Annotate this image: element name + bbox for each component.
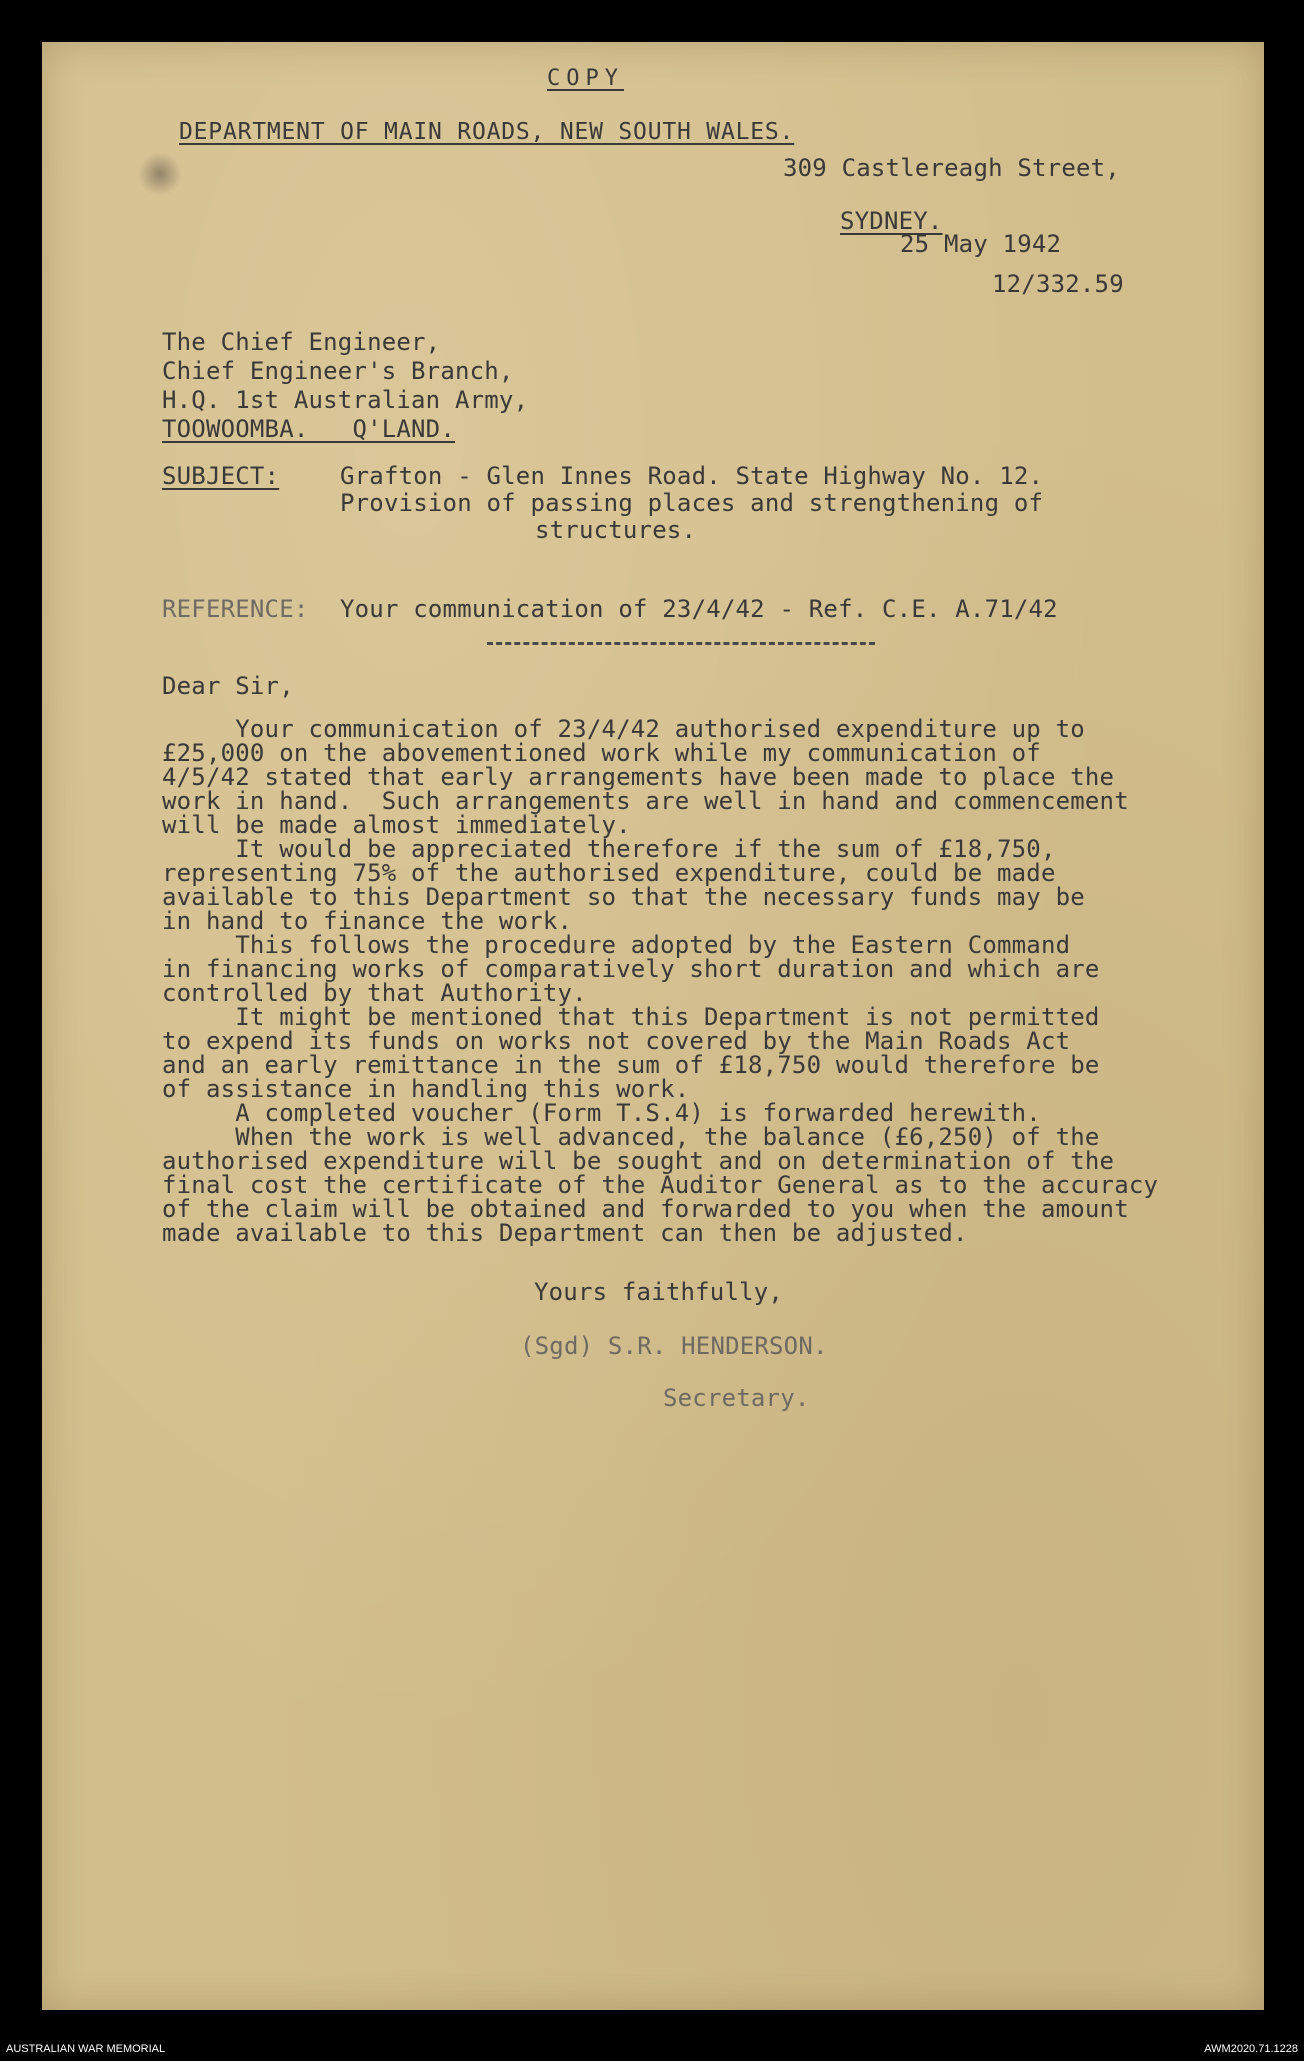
- letter-date: 25 May 1942: [900, 230, 1062, 258]
- body-line: final cost the certificate of the Auditor General as to the accuracy: [162, 1171, 1159, 1199]
- recipient-line: H.Q. 1st Australian Army,: [162, 386, 529, 414]
- subject-line: structures.: [535, 516, 697, 544]
- recipient-line: The Chief Engineer,: [162, 328, 441, 356]
- department-heading: DEPARTMENT OF MAIN ROADS, NEW SOUTH WALES.: [179, 119, 795, 145]
- body-line: It would be appreciated therefore if the sum of £18,750,: [162, 835, 1056, 863]
- body-line: in financing works of comparatively short duration and which are: [162, 955, 1100, 983]
- body-line: It might be mentioned that this Department is not permitted: [162, 1003, 1100, 1031]
- paper-damage-mark: [138, 152, 182, 196]
- reference-text: Your communication of 23/4/42 - Ref. C.E. A.71/42: [340, 595, 1058, 623]
- body-line: £25,000 on the abovementioned work while my communication of: [162, 739, 1041, 767]
- body-line: representing 75% of the authorised expenditure, could be made: [162, 859, 1056, 887]
- body-line: Your communication of 23/4/42 authorised expenditure up to: [162, 715, 1085, 743]
- body-line: 4/5/42 stated that early arrangements have been made to place the: [162, 763, 1115, 791]
- footer-record-id: AWM2020.71.1228: [1204, 2043, 1298, 2055]
- signature: (Sgd) S.R. HENDERSON.: [520, 1332, 828, 1360]
- address-city: SYDNEY.: [840, 207, 943, 235]
- footer-institution: AUSTRALIAN WAR MEMORIAL: [6, 2043, 166, 2055]
- body-line: authorised expenditure will be sought and on determination of the: [162, 1147, 1115, 1175]
- letter-page: [42, 42, 1264, 2010]
- body-line: made available to this Department can then be adjusted.: [162, 1219, 968, 1247]
- closing: Yours faithfully,: [534, 1278, 784, 1306]
- body-line: of the claim will be obtained and forwarded to you when the amount: [162, 1195, 1129, 1223]
- file-reference: 12/332.59: [992, 270, 1124, 298]
- subject-label: SUBJECT:: [162, 462, 280, 490]
- divider-line: [487, 642, 875, 645]
- body-line: to expend its funds on works not covered by the Main Roads Act: [162, 1027, 1071, 1055]
- body-line: A completed voucher (Form T.S.4) is forwarded herewith.: [162, 1099, 1041, 1127]
- body-line: This follows the procedure adopted by the Eastern Command: [162, 931, 1071, 959]
- body-line: available to this Department so that the necessary funds may be: [162, 883, 1085, 911]
- body-line: of assistance in handling this work.: [162, 1075, 690, 1103]
- body-line: will be made almost immediately.: [162, 811, 631, 839]
- body-line: work in hand. Such arrangements are well in hand and commencement: [162, 787, 1129, 815]
- address-street: 309 Castlereagh Street,: [783, 154, 1120, 182]
- recipient-line: Chief Engineer's Branch,: [162, 357, 514, 385]
- salutation: Dear Sir,: [162, 672, 294, 700]
- body-line: and an early remittance in the sum of £18,750 would therefore be: [162, 1051, 1100, 1079]
- body-line: When the work is well advanced, the balance (£6,250) of the: [162, 1123, 1100, 1151]
- signatory-title: Secretary.: [663, 1384, 810, 1412]
- subject-line: Provision of passing places and strengthening of: [340, 489, 1044, 517]
- reference-label: REFERENCE:: [162, 595, 309, 623]
- subject-line: Grafton - Glen Innes Road. State Highway No. 12.: [340, 462, 1044, 490]
- body-line: in hand to finance the work.: [162, 907, 573, 935]
- copy-heading: COPY: [547, 66, 624, 91]
- archive-footer: [0, 2040, 1304, 2061]
- recipient-line: TOOWOOMBA. Q'LAND.: [162, 415, 455, 443]
- body-line: controlled by that Authority.: [162, 979, 587, 1007]
